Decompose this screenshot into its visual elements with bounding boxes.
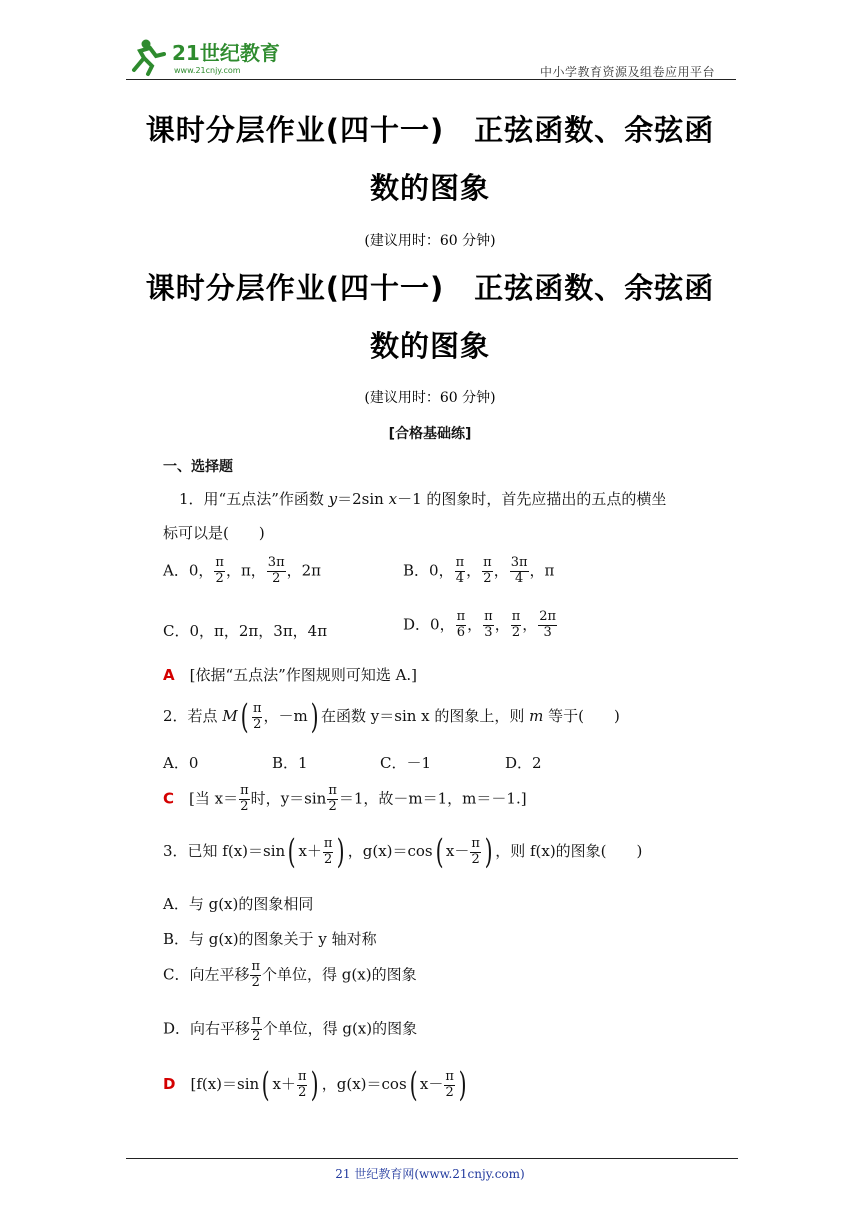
q1-option-c: C．0，π，2π，3π，4π: [163, 622, 328, 640]
footer-link[interactable]: 21 世纪教育网(www.21cnjy.com): [335, 1167, 525, 1181]
q3-option-b: B．与 g(x)的图象关于 y 轴对称: [163, 930, 377, 948]
time-suggestion: (建议用时：60 分钟): [364, 233, 496, 249]
q2-option-d: D．2: [505, 754, 542, 772]
time-suggestion-repeat: (建议用时：60 分钟): [364, 390, 496, 406]
site-logo: [126, 34, 288, 78]
page-title-line2: 数的图象: [369, 171, 490, 205]
q3-stem: 3．已知 f(x)＝sin( x＋ $\frac{\pi}{2}$ ) ，g(x)＝cos( x－ $\frac{\pi}{2}$ ) ，则 f(x)的图象( ): [163, 832, 643, 872]
q1-option-b: B．0， $\frac{\pi}{4}$ ， $\frac{\pi}{2}$ ， $\frac{3\pi}{4}$ ，π: [403, 555, 555, 586]
q1-stem: 1．用“五点法”作函数 y＝2sin x－1 的图象时，首先应描出的五点的横坐: [179, 490, 667, 508]
q2-option-b: B．1: [272, 754, 308, 772]
logo-graphic: [126, 34, 288, 78]
q1-option-d: D．0， $\frac{\pi}{6}$ ， $\frac{\pi}{3}$ ， $\frac{\pi}{2}$ ， $\frac{2\pi}{3}$: [403, 609, 557, 640]
q1-option-a: A．0， $\frac{\pi}{2}$ ，π， $\frac{3\pi}{2}$ ，2π: [163, 555, 322, 586]
q2-option-a: A．0: [163, 754, 199, 772]
q3-option-c: C．向左平移 $\frac{\pi}{2}$ 个单位，得 g(x)的图象: [163, 959, 417, 990]
svg-text:21世纪教育: 21世纪教育: [172, 41, 280, 65]
q3-option-a: A．与 g(x)的图象相同: [163, 895, 314, 913]
q1-answer: A [依据“五点法”作图规则可知选 A.]: [163, 666, 418, 684]
q3-answer: D [f(x)＝sin( x＋ $\frac{\pi}{2}$ ) ，g(x)＝cos( x－ $\frac{\pi}{2}$ ): [163, 1065, 467, 1105]
q3-option-d: D．向右平移 $\frac{\pi}{2}$ 个单位，得 g(x)的图象: [163, 1013, 418, 1044]
page-title-line1: 课时分层作业(四十一) 正弦函数、余弦函: [145, 113, 715, 147]
footer-divider: [126, 1158, 738, 1159]
page-title-repeat-line1: 课时分层作业(四十一) 正弦函数、余弦函: [145, 271, 715, 305]
fraction-3pi-over-2: $\frac{3\pi}{2}$: [267, 555, 285, 586]
header-divider: [126, 79, 736, 80]
svg-text:www.21cnjy.com: www.21cnjy.com: [174, 66, 241, 75]
section-heading: 一、选择题: [163, 459, 233, 475]
section-tag: [合格基础练]: [388, 426, 472, 442]
page-title-repeat-line2: 数的图象: [369, 329, 490, 363]
q2-option-c: C．－1: [380, 754, 432, 772]
fraction-pi-over-2: $\frac{\pi}{2}$: [215, 555, 224, 586]
q1-stem-line2: 标可以是( ): [163, 524, 265, 542]
header-platform-text: 中小学教育资源及组卷应用平台: [540, 65, 716, 79]
q2-answer: C [当 x＝ $\frac{\pi}{2}$ 时，y＝sin $\frac{\pi}{2}$ ＝1，故－m＝1，m＝－1.]: [163, 783, 527, 814]
q2-stem: 2．若点 M( $\frac{\pi}{2}$ ，－m) 在函数 y＝sin x 的图象上，则 m 等于( ): [163, 697, 620, 737]
